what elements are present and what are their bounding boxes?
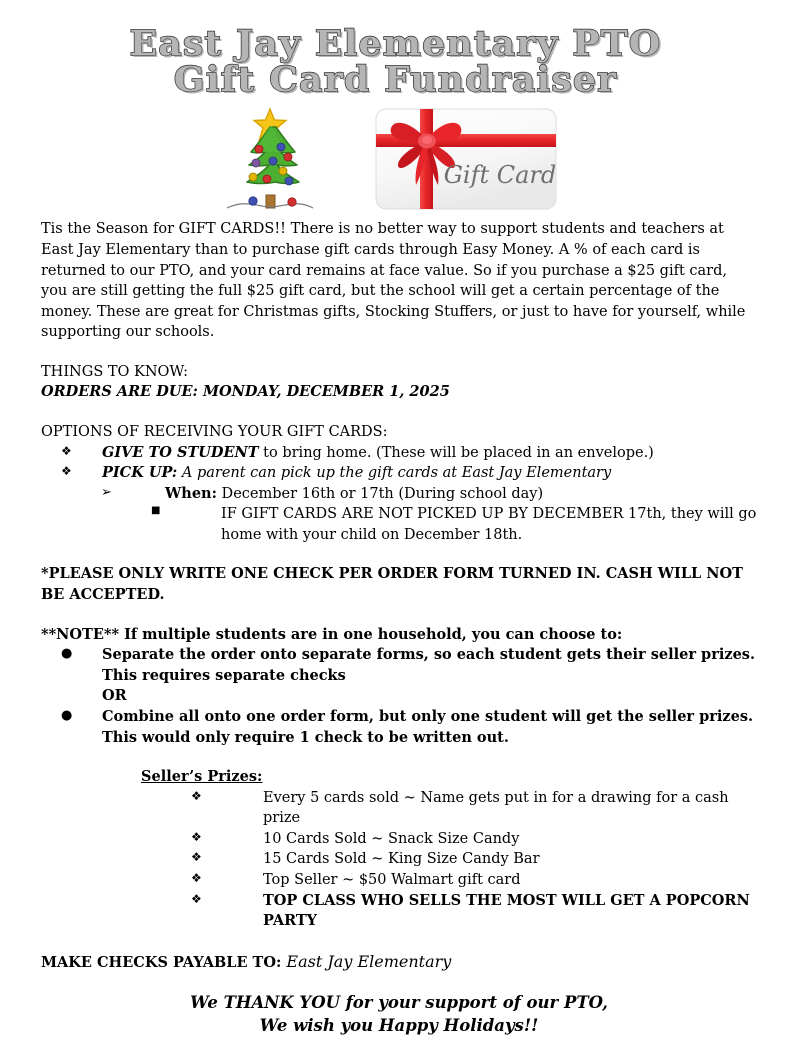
order-due-line: ORDERS ARE DUE: MONDAY, DECEMBER 1, 2025	[41, 383, 450, 401]
note-item-combine: Combine all onto one order form, but only one student will get the seller prizes. This would only require 1 check to be written out.	[102, 707, 754, 746]
diamond-bullet-icon: ❖	[191, 829, 202, 844]
closing-line-1: We THANK YOU for your support of our PTO,	[190, 993, 608, 1013]
list-item	[41, 707, 757, 748]
not-picked-up-text: IF GIFT CARDS ARE NOT PICKED UP BY DECEMBER 17th, they will go home with your child on December 18th.	[221, 506, 757, 543]
pickup-when	[165, 484, 757, 505]
seller-prizes-heading: Seller’s Prizes:	[141, 768, 263, 786]
title-line-2: Gift Card Fundraiser	[173, 58, 618, 100]
prize-text: Top Seller ~ $50 Walmart gift card	[263, 871, 521, 888]
diamond-bullet-icon: ❖	[191, 870, 202, 885]
list-item	[41, 829, 757, 850]
when-label: When:	[165, 484, 217, 502]
list-item	[41, 463, 757, 484]
dot-bullet-icon: ●	[61, 646, 73, 662]
list-item	[41, 870, 757, 891]
option-label: GIVE TO STUDENT	[102, 443, 259, 461]
payable-value: East Jay Elementary	[281, 951, 452, 971]
diamond-bullet-icon: ❖	[61, 464, 72, 479]
note-item-separate: Separate the order onto separate forms, so each student gets their seller prizes. This requires separate checks	[102, 646, 756, 684]
intro-paragraph: Tis the Season for GIFT CARDS!! There is no better way to support students and teachers at East Jay Elementary than to purchase gift cards through Easy Money. A % of each card is returned to our PTO, and your card remains at face value. So if you purchase a $25 gift card, you are still getting the full $25 gift card, but the school will get a certain percentage of the money. These are great for Christmas gifts, Stocking Stuffers, or just to have for yourself, while supporting our schools.	[41, 221, 746, 341]
page-title	[0, 0, 791, 100]
prize-text: Every 5 cards sold ~ Name gets put in for a drawing for a cash prize	[263, 789, 729, 827]
diamond-bullet-icon: ❖	[61, 443, 72, 458]
list-item	[41, 849, 757, 870]
option-text: A parent can pick up the gift cards at East Jay Elementary	[177, 465, 612, 482]
diamond-bullet-icon: ❖	[191, 788, 202, 803]
option-give-to-student	[102, 443, 757, 464]
when-text: December 16th or 17th (During school day)	[216, 485, 544, 502]
christmas-tree-icon	[215, 103, 325, 219]
or-row	[41, 686, 757, 707]
prize-text: 15 Cards Sold ~ King Size Candy Bar	[263, 851, 540, 868]
dot-bullet-icon: ●	[61, 707, 73, 723]
diamond-bullet-icon: ❖	[191, 850, 202, 865]
payable-row	[41, 951, 757, 974]
closing-line-2: We wish you Happy Holidays!!	[259, 1015, 539, 1035]
gift-card-label: Gift Card	[443, 161, 557, 190]
square-bullet-icon: ■	[151, 505, 161, 517]
list-item	[41, 645, 757, 686]
option-text: to bring home. (These will be placed in an envelope.)	[258, 444, 654, 461]
artwork-row	[0, 103, 791, 219]
check-notice: *PLEASE ONLY WRITE ONE CHECK PER ORDER FORM TURNED IN. CASH WILL NOT BE ACCEPTED.	[41, 565, 743, 604]
option-label: PICK UP:	[102, 464, 178, 482]
list-item	[41, 504, 757, 545]
flyer-body	[0, 219, 791, 1037]
list-item	[41, 443, 757, 464]
things-to-know-heading: THINGS TO KNOW:	[41, 363, 188, 380]
payable-label: MAKE CHECKS PAYABLE TO:	[41, 953, 282, 971]
or-text: OR	[102, 687, 127, 705]
list-item	[41, 891, 757, 932]
note-heading: **NOTE** If multiple students are in one household, you can choose to:	[41, 625, 623, 643]
diamond-bullet-icon: ❖	[191, 891, 202, 906]
title-line-1: East Jay Elementary PTO	[129, 23, 662, 64]
prize-text: TOP CLASS WHO SELLS THE MOST WILL GET A POPCORN PARTY	[263, 891, 750, 930]
arrow-bullet-icon: ➢	[101, 484, 112, 500]
list-item	[41, 788, 757, 829]
options-heading: OPTIONS OF RECEIVING YOUR GIFT CARDS:	[41, 424, 388, 440]
prize-text: 10 Cards Sold ~ Snack Size Candy	[263, 830, 520, 847]
gift-card-image	[372, 105, 560, 213]
option-pick-up	[102, 463, 757, 484]
list-item	[41, 484, 757, 505]
